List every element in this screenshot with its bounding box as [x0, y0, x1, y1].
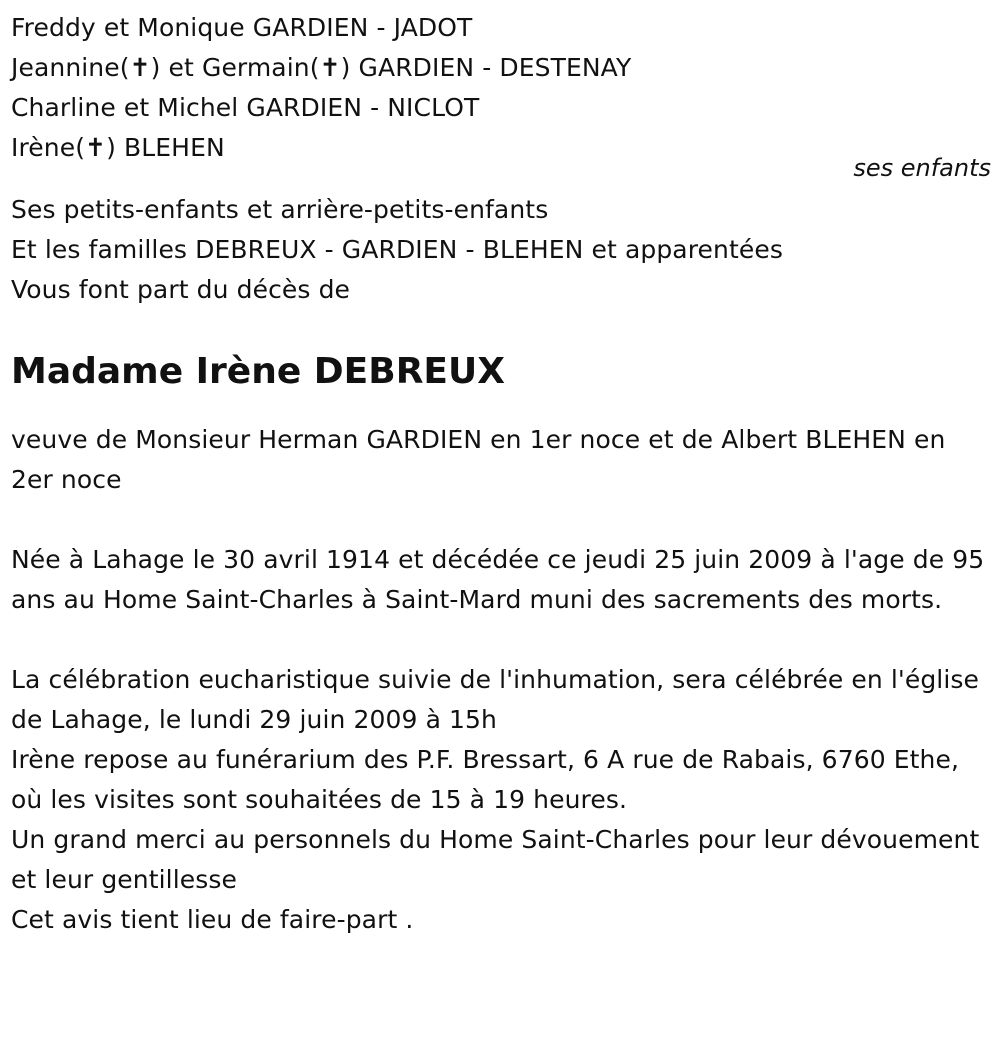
family-line: Jeannine(✝) et Germain(✝) GARDIEN - DESTENAY: [11, 53, 632, 82]
role-label: ses enfants: [853, 154, 991, 182]
family-line: Charline et Michel GARDIEN - NICLOT: [11, 93, 480, 122]
obituary-notice: [11, 8, 991, 940]
family-list: [11, 8, 991, 168]
ceremony-line: La célébration eucharistique suivie de l'inhumation, sera célébrée en l'église de Lahage, le lundi 29 juin 2009 à 15h: [11, 665, 980, 734]
announce-line: Et les familles DEBREUX - GARDIEN - BLEHEN et apparentées: [11, 235, 783, 264]
family-line: Irène(✝) BLEHEN: [11, 133, 225, 162]
ceremony-details: [11, 660, 991, 940]
announce-line: Ses petits-enfants et arrière-petits-enfants: [11, 195, 549, 224]
funeral-home-line: Irène repose au funérarium des P.F. Bressart, 6 A rue de Rabais, 6760 Ethe,: [11, 745, 960, 774]
announce-line: Vous font part du décès de: [11, 275, 351, 304]
birth-death-text: Née à Lahage le 30 avril 1914 et décédée ce jeudi 25 juin 2009 à l'age de 95 ans au Home Saint-Charles à Saint-Mard muni des sacrements des morts.: [11, 545, 985, 614]
widow-text: veuve de Monsieur Herman GARDIEN en 1er noce et de Albert BLEHEN en 2er noce: [11, 425, 946, 494]
announcement: [11, 190, 991, 310]
visits-line: où les visites sont souhaitées de 15 à 19 heures.: [11, 785, 628, 814]
notice-line: Cet avis tient lieu de faire-part .: [11, 905, 414, 934]
deceased-name: Madame Irène DEBREUX: [11, 351, 505, 392]
family-line: Freddy et Monique GARDIEN - JADOT: [11, 13, 473, 42]
thanks-line: Un grand merci au personnels du Home Saint-Charles pour leur dévouement et leur gentillesse: [11, 825, 980, 894]
